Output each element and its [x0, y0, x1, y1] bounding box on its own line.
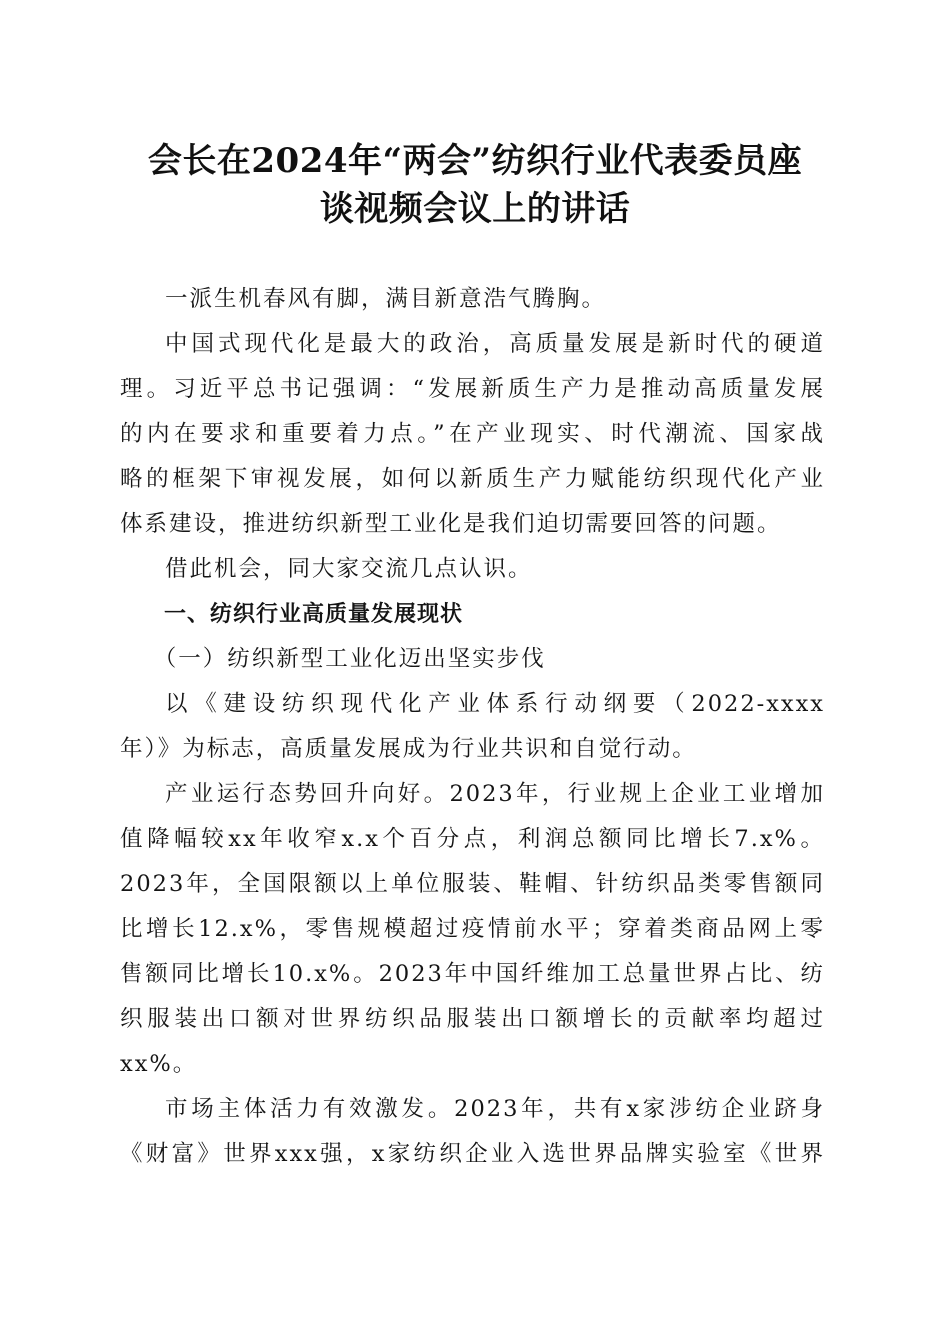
paragraph-line: 织服装出口额对世界纺织品服装出口额增长的贡献率均超过 [120, 1006, 825, 1032]
paragraph-line: 的内在要求和重要着力点。”在产业现实、时代潮流、国家战 [120, 421, 825, 447]
paragraph-text: 借此机会，同大家交流几点认识。 [165, 556, 533, 582]
heading-text: 一、纺织行业高质量发展现状 [164, 602, 464, 627]
paragraph-line: 《财富》世界xxx强，x家纺织企业入选世界品牌实验室《世界 [120, 1141, 825, 1167]
paragraph-action-outline [120, 682, 825, 772]
title-line-2: 谈视频会议上的讲话 [319, 189, 631, 229]
paragraph-line: 理。习近平总书记强调：“发展新质生产力是推动高质量发展 [120, 376, 825, 402]
paragraph-line: 产业运行态势回升向好。2023年，行业规上企业工业增加 [165, 781, 825, 807]
paragraph-line: 中国式现代化是最大的政治，高质量发展是新时代的硬道 [165, 331, 825, 357]
paragraph-line: xx%。 [120, 1051, 198, 1077]
paragraph-market-entities [120, 1087, 825, 1177]
paragraph-exchange [120, 547, 825, 592]
paragraph-line: 比增长12.x%，零售规模超过疫情前水平；穿着类商品网上零 [120, 916, 825, 942]
paragraph-opening [120, 277, 825, 322]
paragraph-line: 以《建设纺织现代化产业体系行动纲要（2022-xxxx [165, 691, 825, 717]
document-body [120, 277, 825, 1177]
paragraph-line: 略的框架下审视发展，如何以新质生产力赋能纺织现代化产业 [120, 466, 825, 492]
paragraph-modernization [120, 322, 825, 547]
title-line-1: 会长在2024年“两会”纺织行业代表委员座 [147, 141, 803, 181]
paragraph-line: 值降幅较xx年收窄x.x个百分点，利润总额同比增长7.x%。 [120, 826, 825, 852]
section-heading-1 [120, 592, 825, 637]
paragraph-line: 市场主体活力有效激发。2023年，共有x家涉纺企业跻身 [165, 1096, 825, 1122]
paragraph-text: 一派生机春风有脚，满目新意浩气腾胸。 [165, 286, 607, 312]
subsection-heading-1 [120, 637, 825, 682]
paragraph-line: 2023年，全国限额以上单位服装、鞋帽、针纺织品类零售额同 [120, 871, 825, 897]
paragraph-line: 售额同比增长10.x%。2023年中国纤维加工总量世界占比、纺 [120, 961, 825, 987]
paragraph-line: 体系建设，推进纺织新型工业化是我们迫切需要回答的问题。 [120, 511, 782, 537]
paragraph-line: 年）》为标志，高质量发展成为行业共识和自觉行动。 [120, 736, 697, 762]
heading-text: （一）纺织新型工业化迈出坚实步伐 [153, 646, 546, 672]
document-title [100, 137, 850, 233]
paragraph-industry-operation [120, 772, 825, 1087]
